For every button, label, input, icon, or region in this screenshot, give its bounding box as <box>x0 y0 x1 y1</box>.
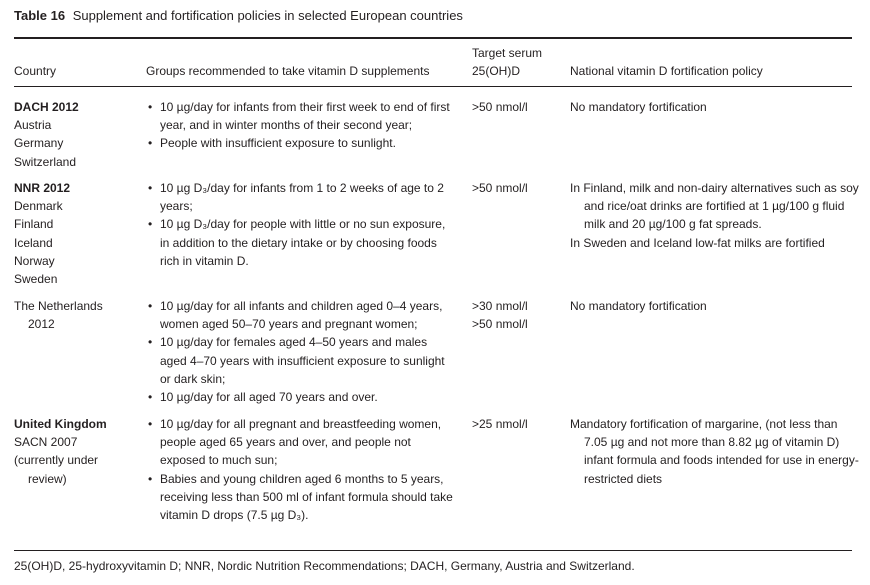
target-value: >50 nmol/l <box>472 100 528 114</box>
country-sub: Germany <box>14 136 64 151</box>
list-item: • 10 µg/day for all infants and children aged 0–4 years, women aged 50–70 years and pregnant women; <box>146 297 456 333</box>
groups-list <box>146 415 456 524</box>
groups-list <box>146 98 456 153</box>
table-caption: Supplement and fortification policies in selected European countries <box>72 8 463 23</box>
target-value: >50 nmol/l <box>472 181 528 195</box>
list-item: • 10 µg/day for infants from their first week to end of first year, and in winter months of their second year; <box>146 98 456 134</box>
policy-cell <box>570 415 860 488</box>
country-sub: Sweden <box>14 272 58 287</box>
table-title <box>14 8 463 23</box>
bottom-rule <box>14 550 852 551</box>
country-sub: (currently under <box>14 453 99 468</box>
policy-text: No mandatory fortification <box>570 100 707 114</box>
country-cell <box>14 415 139 488</box>
header-groups: Groups recommended to take vitamin D supplements <box>146 64 430 78</box>
target-value: >30 nmol/l <box>472 299 528 313</box>
table-footnote: 25(OH)D, 25-hydroxyvitamin D; NNR, Nordic Nutrition Recommendations; DACH, Germany, Austria and Switzerland. <box>14 559 635 573</box>
target-value: >50 nmol/l <box>472 317 528 332</box>
target-cell <box>472 98 562 116</box>
country-sub: Austria <box>14 118 52 133</box>
header-target-line2: 25(OH)D <box>472 64 521 78</box>
country-name: United Kingdom <box>14 417 107 431</box>
list-item: • 10 µg/day for all aged 70 years and over. <box>146 388 456 406</box>
target-cell <box>472 179 562 197</box>
header-target-line1: Target serum <box>472 46 543 60</box>
country-name: DACH 2012 <box>14 100 79 114</box>
country-cell <box>14 179 139 288</box>
country-sub: SACN 2007 <box>14 435 78 450</box>
groups-list <box>146 179 456 270</box>
policy-text: Mandatory fortification of margarine, (not less than 7.05 µg and not more than 8.82 µg of vitamin D) infant formula and foods intended for use in energy-restricted diets <box>570 417 859 486</box>
target-cell <box>472 297 562 333</box>
header-rule <box>14 86 852 87</box>
country-sub: Iceland <box>14 235 53 250</box>
list-item: • Babies and young children aged 6 months to 5 years, receiving less than 500 ml of infant formula should take vitamin D drops (7.5 µg D₃). <box>146 470 456 525</box>
policy-cell <box>570 179 860 252</box>
country-cell <box>14 98 139 171</box>
list-item: • 10 µg D₃/day for people with little or no sun exposure, in addition to the dietary intake or by choosing foods rich in vitamin D. <box>146 215 456 270</box>
policy-text: No mandatory fortification <box>570 299 707 313</box>
header-country: Country <box>14 64 57 78</box>
list-item: • 10 µg D₃/day for infants from 1 to 2 weeks of age to 2 years; <box>146 179 456 215</box>
list-item: • 10 µg/day for females aged 4–50 years and males aged 4–70 years with insufficient exposure to sunlight or dark skin; <box>146 333 456 388</box>
top-rule <box>14 37 852 39</box>
country-sub: Norway <box>14 253 55 268</box>
country-sub: Denmark <box>14 199 63 214</box>
policy-text: In Finland, milk and non-dairy alternatives such as soy and rice/oat drinks are fortified at 1 µg/100 g fluid milk and 20 µg/100 g fat spreads. <box>570 181 859 232</box>
policy-text: In Sweden and Iceland low-fat milks are fortified <box>570 235 825 250</box>
country-cell <box>14 297 139 333</box>
list-item: • 10 µg/day for all pregnant and breastfeeding women, people aged 65 years and over, and people not exposed to much sun; <box>146 415 456 470</box>
country-name: NNR 2012 <box>14 181 71 195</box>
country-sub: review) <box>28 471 67 486</box>
list-item: • People with insufficient exposure to sunlight. <box>146 134 456 152</box>
country-sub: 2012 <box>28 317 55 332</box>
policy-cell <box>570 98 860 116</box>
target-value: >25 nmol/l <box>472 417 528 431</box>
country-sub: Switzerland <box>14 154 77 169</box>
country-sub: Finland <box>14 217 54 232</box>
country-name: The Netherlands <box>14 299 103 313</box>
table-label: Table 16 <box>14 8 66 23</box>
target-cell <box>472 415 562 433</box>
policy-cell <box>570 297 860 315</box>
groups-list <box>146 297 456 406</box>
header-policy: National vitamin D fortification policy <box>570 64 763 78</box>
